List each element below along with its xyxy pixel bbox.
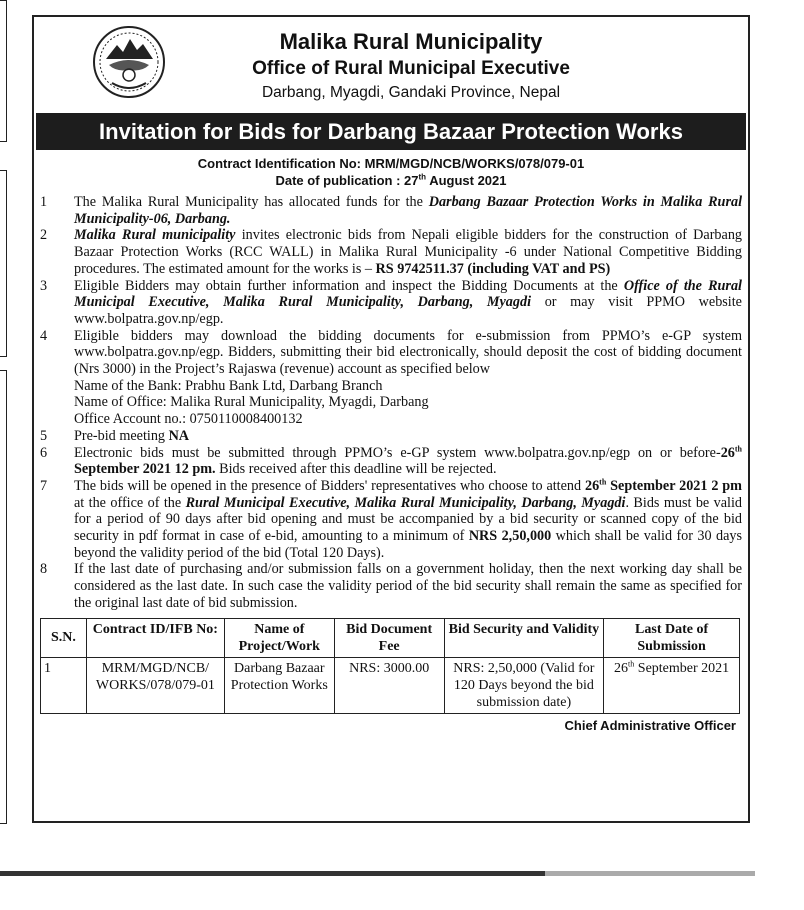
clause-2 [38, 227, 742, 277]
adjacent-column-fragment [0, 0, 7, 142]
column-header: Bid Security and Validity [444, 618, 604, 657]
table-cell: NRS: 3000.00 [334, 657, 444, 713]
clause-text: Eligible Bidders may obtain further information and inspect the Bidding Documents at the Office of the Rural Municipal Executive, Malika Rural Municipality, Darbang, Myagdi or may visit PPMO website www.bolpatra.gov.np/egp. [74, 277, 742, 327]
clause-text: Electronic bids must be submitted through PPMO’s e-GP system www.bolpatra.gov.np/egp on or before-26th September 2021 12 pm. Bids received after this deadline will be rejected. [74, 443, 742, 478]
signatory-title: Chief Administrative Officer [564, 717, 736, 733]
clause-number: 4 [40, 327, 48, 344]
clause-8 [38, 561, 742, 611]
table-header-row [41, 618, 740, 657]
column-header: Last Date of Submission [604, 618, 740, 657]
bid-notice [32, 15, 750, 823]
table-cell: 26th September 2021 [604, 657, 740, 713]
clause-4 [38, 328, 742, 428]
clause-3 [38, 278, 742, 328]
notice-clauses [38, 194, 742, 612]
clause-text: Eligible bidders may download the bidding documents for e-submission from PPMO’s e-GP system www.bolpatra.gov.np/egp. Bidders, submitting their bid electronically, should deposit the cost of bidding document (Nrs 3000) in the Project’s Rajaswa (revenue) account as specified below Name of the Bank: Prabhu Bank Ltd, Darbang Branch Name of Office: Malika Rural Municipality, Myagdi, Darbang Office Account no.: 0750110008400132 [74, 327, 742, 428]
clause-5 [38, 428, 742, 445]
contract-identification: Contract Identification No: MRM/MGD/NCB/WORKS/078/079-01 [197, 156, 585, 171]
table-row [41, 657, 740, 713]
clause-text: The Malika Rural Municipality has allocated funds for the Darbang Bazaar Protection Works in Malika Rural Municipality-06, Darbang. [74, 194, 743, 227]
adjacent-column-fragment [0, 370, 7, 824]
clause-number: 7 [40, 477, 48, 494]
page-divider [0, 871, 545, 876]
clause-text: Pre-bid meeting NA [74, 427, 190, 444]
clause-number: 8 [40, 561, 48, 578]
clause-number: 2 [40, 227, 48, 244]
column-header: S.N. [41, 618, 87, 657]
clause-text: The bids will be opened in the presence of Bidders' representatives who choose to attend 26th September 2021 2 pm at the office of the Rural Municipal Executive, Malika Rural Municipality, Darbang, Myagdi. Bids must be valid for a period of 90 days after bid opening and must be accompanied by a bid security or scanned copy of the bid security in pdf format in case of e-bid, amounting to a minimum of NRS 2,50,000 which shall be valid for 30 days beyond the validity period of the bid (Total 120 Days). [74, 477, 743, 561]
publication-date: Date of publication : 27th August 2021 [275, 172, 507, 188]
bid-details-table [40, 618, 740, 714]
office-name: Office of Rural Municipal Executive [252, 58, 570, 79]
clause-7 [38, 478, 742, 562]
clause-text: If the last date of purchasing and/or submission falls on a government holiday, then the next working day shall be considered as the last date. In such case the validity period of the bid security shall remain the same as specified for the original last date of bid submission. [74, 561, 742, 611]
office-address: Darbang, Myagdi, Gandaki Province, Nepal [261, 84, 561, 101]
page-divider [545, 871, 755, 876]
bank-name: Name of the Bank: Prabhu Bank Ltd, Darbang Branch [74, 377, 383, 394]
notice-header [34, 17, 748, 113]
table-cell: Darbang Bazaar Protection Works [224, 657, 334, 713]
clause-number: 1 [40, 194, 48, 210]
notice-title: Invitation for Bids for Darbang Bazaar Protection Works [36, 113, 746, 150]
column-header: Bid Document Fee [334, 618, 444, 657]
clause-number: 5 [40, 427, 48, 444]
table-cell: MRM/MGD/NCB/ WORKS/078/079-01 [86, 657, 224, 713]
clause-text: Malika Rural municipality invites electronic bids from Nepali eligible bidders for the construction of Darbang Bazaar Protection Works (RCC WALL) in Malika Rural Municipality -6 under National Competitive Bidding procedures. The estimated amount for the works is – RS 9742511.37 (including VAT and PS) [74, 227, 743, 277]
clause-6 [38, 445, 742, 478]
clause-number: 3 [40, 277, 48, 294]
office-account: Office Account no.: 0750110008400132 [74, 411, 303, 428]
table-cell: NRS: 2,50,000 (Valid for 120 Days beyond the bid submission date) [444, 657, 604, 713]
clause-1 [38, 194, 742, 227]
clause-number: 6 [40, 444, 48, 461]
column-header: Name of Project/Work [224, 618, 334, 657]
column-header: Contract ID/IFB No: [86, 618, 224, 657]
office-name-line: Name of Office: Malika Rural Municipality, Myagdi, Darbang [74, 394, 429, 411]
adjacent-column-fragment [0, 170, 7, 357]
table-cell: 1 [41, 657, 87, 713]
municipality-name: Malika Rural Municipality [279, 29, 543, 54]
